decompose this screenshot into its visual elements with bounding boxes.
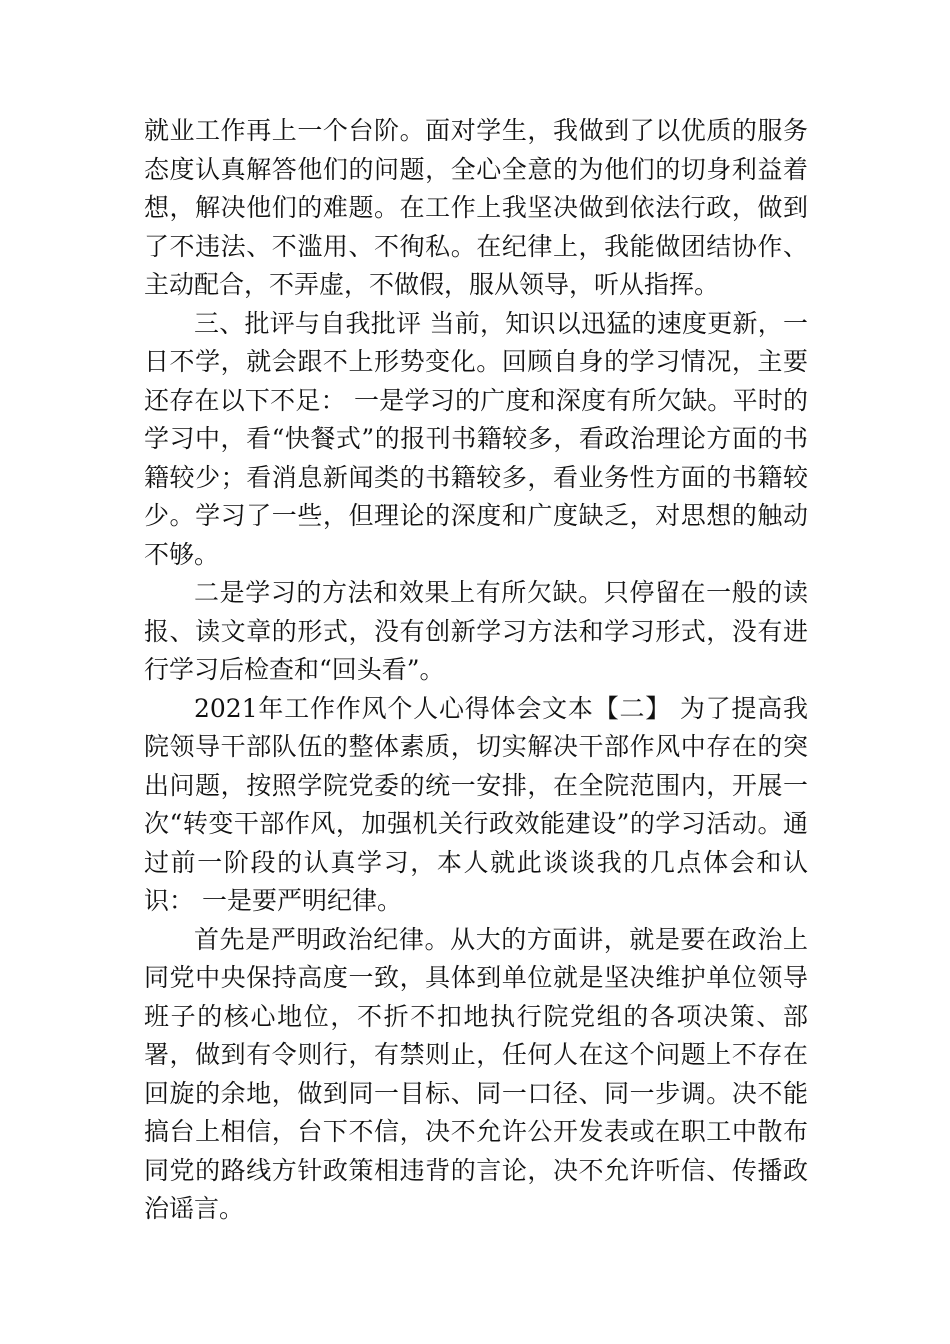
paragraph-4: 2021年工作作风个人心得体会文本【二】 为了提高我院领导干部队伍的整体素质，切实解决干部作风中存在的突出问题，按照学院党委的统一安排，在全院范围内，开展一次“转变干部作风，加强机关行政效能建设”的学习活动。通过前一阶段的认真学习，本人就此谈谈我的几点体会和认识： 一是要严明纪律。 (144, 693, 808, 915)
paragraph-1: 就业工作再上一个台阶。面对学生，我做到了以优质的服务态度认真解答他们的问题，全心全意的为他们的切身利益着想，解决他们的难题。在工作上我坚决做到依法行政，做到了不违法、不滥用、不徇私。在纪律上，我能做团结协作、主动配合，不弄虚，不做假，服从领导，听从指挥。 (144, 116, 808, 299)
paragraph-2: 三、批评与自我批评 当前，知识以迅猛的速度更新，一日不学，就会跟不上形势变化。回顾自身的学习情况，主要还存在以下不足： 一是学习的广度和深度有所欠缺。平时的学习中，看“快餐式”的报刊书籍较多，看政治理论方面的书籍较少；看消息新闻类的书籍较多，看业务性方面的书籍较少。学习了一些，但理论的深度和广度缺乏，对思想的触动不够。 (144, 308, 808, 569)
paragraph-5: 首先是严明政治纪律。从大的方面讲，就是要在政治上同党中央保持高度一致，具体到单位就是坚决维护单位领导班子的核心地位，不折不扣地执行院党组的各项决策、部署，做到有令则行，有禁则止，任何人在这个问题上不存在回旋的余地，做到同一目标、同一口径、同一步调。决不能搞台上相信，台下不信，决不允许公开发表或在职工中散布同党的路线方针政策相违背的言论，决不允许听信、传播政治谣言。 (144, 924, 808, 1223)
paragraph-3: 二是学习的方法和效果上有所欠缺。只停留在一般的读报、读文章的形式，没有创新学习方法和学习形式，没有进行学习后检查和“回头看”。 (144, 578, 808, 684)
document-body (144, 112, 808, 1229)
